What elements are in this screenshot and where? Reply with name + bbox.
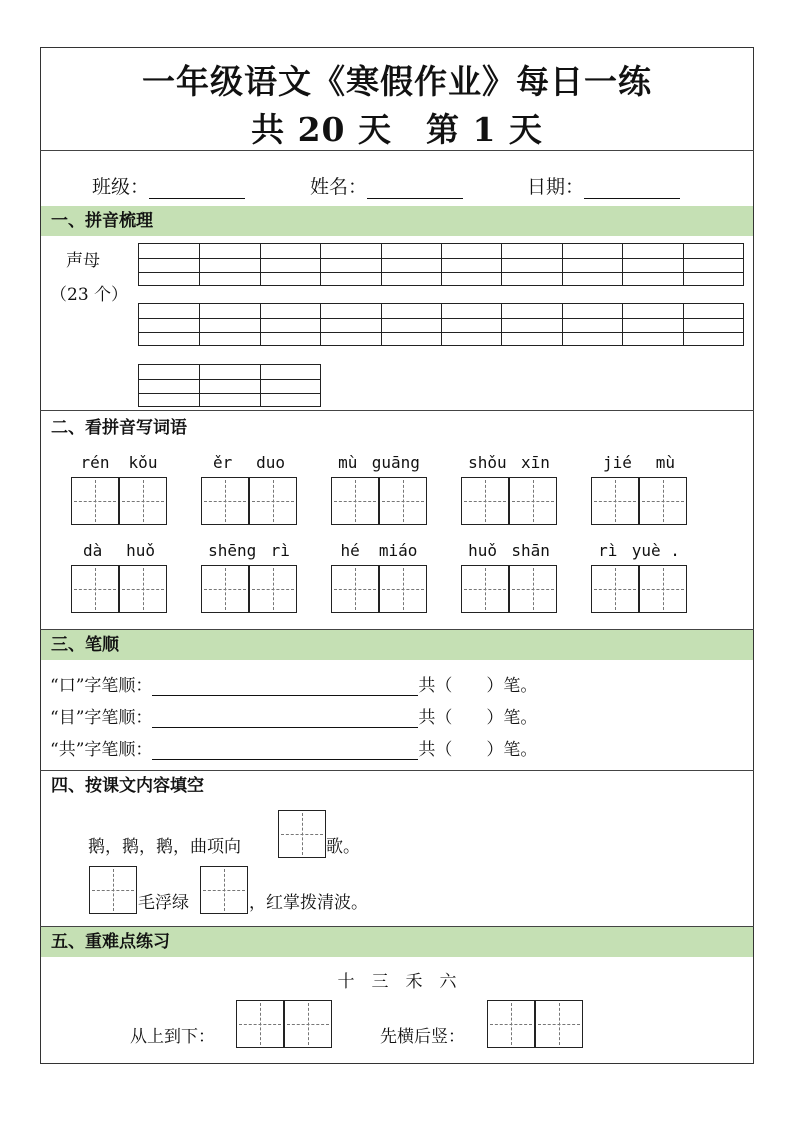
grid-row-line xyxy=(139,393,320,394)
section-5-heading: 五、重难点练习 xyxy=(41,927,753,957)
pinyin-label xyxy=(591,453,687,472)
grid-row-line xyxy=(139,272,743,273)
pinyin-label xyxy=(71,541,167,560)
pinyin-grid-3[interactable] xyxy=(138,364,321,407)
horizontal-first-label: 先横后竖： xyxy=(380,1027,465,1047)
grid-col-line xyxy=(320,304,321,345)
answer-box[interactable] xyxy=(278,810,326,858)
grid-col-line xyxy=(501,244,502,285)
pinyin-syllable: rì xyxy=(270,541,290,560)
stroke-label: “口”字笔顺： xyxy=(50,676,153,696)
pinyin-syllable: rì xyxy=(598,541,618,560)
pinyin-syllable: rén xyxy=(80,453,110,472)
pinyin-label xyxy=(201,541,297,560)
class-field[interactable] xyxy=(92,172,245,199)
answer-box[interactable] xyxy=(89,866,137,914)
title-line-1: 一年级语文《寒假作业》每日一练 xyxy=(142,62,652,101)
answer-box[interactable] xyxy=(71,565,119,613)
pinyin-label xyxy=(461,541,557,560)
grid-col-line xyxy=(381,244,382,285)
section-2-heading: 二、看拼音写词语 xyxy=(51,418,187,438)
poem-text: ，红掌拨清波。 xyxy=(249,893,368,913)
grid-col-line xyxy=(622,304,623,345)
pinyin-label xyxy=(331,453,427,472)
pinyin-syllable: mù xyxy=(655,453,676,472)
answer-box[interactable] xyxy=(535,1000,583,1048)
pinyin-syllable: hé xyxy=(340,541,360,560)
answer-box[interactable] xyxy=(331,565,379,613)
pinyin-syllable: yuè . xyxy=(631,541,680,560)
divider xyxy=(40,410,754,411)
pinyin-grid-1[interactable] xyxy=(138,243,744,286)
section-4-heading: 四、按课文内容填空 xyxy=(51,776,204,796)
grid-col-line xyxy=(320,244,321,285)
stroke-label: “目”字笔顺： xyxy=(50,708,153,728)
answer-box[interactable] xyxy=(119,565,167,613)
grid-col-line xyxy=(562,244,563,285)
grid-row-line xyxy=(139,379,320,380)
pinyin-syllable: mù xyxy=(338,453,358,472)
answer-box[interactable] xyxy=(509,477,557,525)
answer-box[interactable] xyxy=(461,477,509,525)
answer-box[interactable] xyxy=(379,565,427,613)
pinyin-syllable: jié xyxy=(602,453,632,472)
stroke-row[interactable] xyxy=(50,735,537,760)
answer-box[interactable] xyxy=(284,1000,332,1048)
grid-col-line xyxy=(260,244,261,285)
pinyin-syllable: dà xyxy=(82,541,103,560)
grid-col-line xyxy=(199,365,200,406)
stroke-count: 共（ ）笔。 xyxy=(418,740,538,760)
initials-label: 声母 xyxy=(66,251,100,271)
initials-count: （23 个） xyxy=(50,285,129,305)
answer-box[interactable] xyxy=(639,565,687,613)
date-field[interactable] xyxy=(527,172,680,199)
section-3-heading: 三、笔顺 xyxy=(41,630,753,660)
grid-col-line xyxy=(622,244,623,285)
answer-box[interactable] xyxy=(639,477,687,525)
answer-box[interactable] xyxy=(71,477,119,525)
pinyin-syllable: xīn xyxy=(520,453,550,472)
answer-box[interactable] xyxy=(236,1000,284,1048)
grid-row-line xyxy=(139,318,743,319)
grid-col-line xyxy=(441,244,442,285)
pinyin-label xyxy=(201,453,297,472)
answer-box[interactable] xyxy=(461,565,509,613)
grid-row-line xyxy=(139,332,743,333)
pinyin-syllable: shān xyxy=(511,541,550,560)
answer-box[interactable] xyxy=(201,477,249,525)
grid-col-line xyxy=(260,365,261,406)
answer-box[interactable] xyxy=(249,477,297,525)
pinyin-label xyxy=(71,453,167,472)
answer-box[interactable] xyxy=(331,477,379,525)
grid-col-line xyxy=(381,304,382,345)
poem-text: 毛浮绿 xyxy=(138,893,189,913)
pinyin-syllable: duo xyxy=(256,453,286,472)
grid-col-line xyxy=(501,304,502,345)
grid-col-line xyxy=(199,244,200,285)
answer-box[interactable] xyxy=(509,565,557,613)
stroke-count: 共（ ）笔。 xyxy=(418,708,538,728)
name-label: 姓名： xyxy=(310,176,368,198)
pinyin-syllable: huǒ xyxy=(468,541,498,560)
pinyin-syllable: shǒu xyxy=(468,453,507,472)
pinyin-syllable: miáo xyxy=(378,541,418,560)
grid-col-line xyxy=(199,304,200,345)
stroke-count: 共（ ）笔。 xyxy=(418,676,538,696)
pinyin-syllable: kǒu xyxy=(128,453,158,472)
grid-col-line xyxy=(683,244,684,285)
answer-box[interactable] xyxy=(200,866,248,914)
stroke-row[interactable] xyxy=(50,703,537,728)
answer-box[interactable] xyxy=(201,565,249,613)
top-to-bottom-label: 从上到下： xyxy=(130,1027,215,1047)
divider xyxy=(40,150,754,151)
stroke-label: “共”字笔顺： xyxy=(50,740,153,760)
pinyin-syllable: shēng xyxy=(208,541,257,560)
stroke-row[interactable] xyxy=(50,671,537,696)
title-line-2: 共 20 天 第 1 天 xyxy=(251,110,543,149)
pinyin-label xyxy=(331,541,427,560)
date-label: 日期： xyxy=(527,176,585,198)
answer-box[interactable] xyxy=(591,477,639,525)
answer-box[interactable] xyxy=(487,1000,535,1048)
practice-chars: 十 三 禾 六 xyxy=(337,972,457,992)
answer-box[interactable] xyxy=(119,477,167,525)
name-field[interactable] xyxy=(310,172,463,199)
answer-box[interactable] xyxy=(249,565,297,613)
pinyin-syllable: ěr xyxy=(212,453,233,472)
poem-text: 歌。 xyxy=(326,837,360,857)
grid-col-line xyxy=(441,304,442,345)
grid-col-line xyxy=(683,304,684,345)
answer-box[interactable] xyxy=(379,477,427,525)
pinyin-syllable: guāng xyxy=(371,453,420,472)
section-1-heading: 一、拼音梳理 xyxy=(41,206,753,236)
grid-row-line xyxy=(139,258,743,259)
grid-col-line xyxy=(562,304,563,345)
class-label: 班级： xyxy=(92,176,150,198)
pinyin-grid-2[interactable] xyxy=(138,303,744,346)
answer-box[interactable] xyxy=(591,565,639,613)
grid-col-line xyxy=(260,304,261,345)
pinyin-label xyxy=(591,541,687,560)
poem-text: 鹅，鹅，鹅，曲项向 xyxy=(88,837,241,857)
pinyin-label xyxy=(461,453,557,472)
pinyin-syllable: huǒ xyxy=(126,541,156,560)
